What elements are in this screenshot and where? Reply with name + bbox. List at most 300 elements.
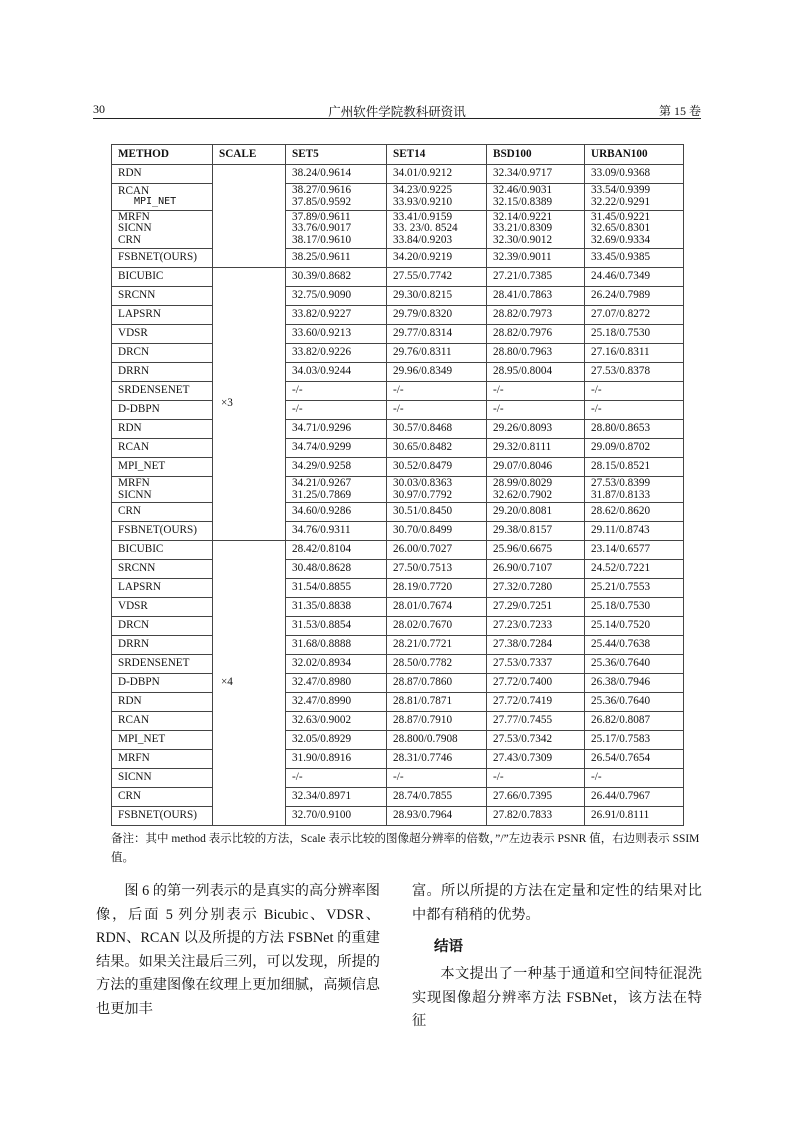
value-cell <box>387 807 487 826</box>
method-cell <box>112 636 213 655</box>
page-header <box>93 100 701 120</box>
cell-line: 25.36/0.7640 <box>591 657 651 670</box>
cell-line: 27.43/0.7309 <box>493 752 553 765</box>
cell-line: 31.25/0.7869 <box>292 488 352 501</box>
cell-line: 29.20/0.8081 <box>493 505 553 518</box>
cell-line: 25.14/0.7520 <box>591 619 651 632</box>
cell-line: CRN <box>118 234 142 246</box>
value-cell <box>585 457 684 476</box>
cell-line: 33.41/0.9159 <box>393 210 453 223</box>
cell-line: 34.21/0.9267 <box>292 476 352 489</box>
cell-line: SICNN <box>118 222 152 235</box>
value-cell <box>387 438 487 457</box>
value-cell <box>585 807 684 826</box>
cell-line: 24.46/0.7349 <box>591 269 651 282</box>
cell-line: MRFN <box>118 476 150 489</box>
value-cell <box>286 267 387 286</box>
cell-line: 33.76/0.9017 <box>292 222 352 235</box>
value-cell <box>487 362 585 381</box>
method-cell <box>112 286 213 305</box>
table-row <box>112 636 684 655</box>
cell-line: 28.82/0.7973 <box>493 307 553 320</box>
journal-title: 广州软件学院教科研资讯 <box>328 105 466 119</box>
cell-line: 30.03/0.8363 <box>393 476 453 489</box>
cell-line: 25.36/0.7640 <box>591 695 651 708</box>
cell-line: LAPSRN <box>118 581 161 594</box>
cell-line: -/- <box>292 771 303 784</box>
method-cell <box>112 457 213 476</box>
cell-line: 34.60/0.9286 <box>292 505 352 518</box>
value-cell <box>487 617 585 636</box>
paragraph: 图 6 的第一列表示的是真实的高分辨率图像，后面 5 列分别表示 Bicubic、VDSR、RDN、RCAN 以及所提的方法 FSBNet 的重建结果。如果关注最后三列，可以发现，所提的方法的重建图像在纹理上更加细腻，高频信息也更加丰 <box>96 883 380 1017</box>
cell-line: 32.15/0.8389 <box>493 195 553 208</box>
column-header: SET5 <box>286 145 387 165</box>
cell-line: 27.66/0.7395 <box>493 790 553 803</box>
table-row <box>112 286 684 305</box>
value-cell <box>487 712 585 731</box>
value-cell <box>487 693 585 712</box>
value-cell <box>387 457 487 476</box>
cell-line: 30.65/0.8482 <box>393 440 453 453</box>
value-cell <box>585 503 684 522</box>
value-cell <box>487 210 585 248</box>
method-cell <box>112 248 213 267</box>
value-cell <box>286 184 387 211</box>
value-cell <box>487 267 585 286</box>
value-cell <box>286 788 387 807</box>
cell-line: DRRN <box>118 638 150 651</box>
cell-line: FSBNET(OURS) <box>118 250 197 263</box>
table-row <box>112 693 684 712</box>
cell-line: BICUBIC <box>118 543 164 556</box>
value-cell <box>286 503 387 522</box>
cell-line: 30.48/0.8628 <box>292 562 352 575</box>
table-row <box>112 400 684 419</box>
cell-line: D-DBPN <box>118 402 160 415</box>
cell-line: 28.82/0.7976 <box>493 326 553 339</box>
cell-line: 33.82/0.9227 <box>292 307 352 320</box>
cell-line: 28.21/0.7721 <box>393 638 453 651</box>
table-row <box>112 210 684 248</box>
table-row <box>112 362 684 381</box>
cell-line: 23.14/0.6577 <box>591 543 651 556</box>
cell-line: 33.09/0.9368 <box>591 167 651 180</box>
method-cell <box>112 541 213 560</box>
cell-line: 28.42/0.8104 <box>292 543 352 556</box>
method-cell <box>112 184 213 211</box>
cell-line: 27.72/0.7419 <box>493 695 553 708</box>
value-cell <box>286 286 387 305</box>
value-cell <box>487 655 585 674</box>
cell-line: BICUBIC <box>118 269 164 282</box>
cell-line: 26.24/0.7989 <box>591 288 651 301</box>
cell-line: MRFN <box>118 752 150 765</box>
value-cell <box>487 750 585 769</box>
cell-line: -/- <box>591 383 602 396</box>
cell-line: 27.53/0.7337 <box>493 657 553 670</box>
cell-line: -/- <box>493 771 504 784</box>
method-cell <box>112 750 213 769</box>
cell-line: 34.74/0.9299 <box>292 440 352 453</box>
value-cell <box>286 324 387 343</box>
method-cell <box>112 343 213 362</box>
cell-line: DRCN <box>118 345 150 358</box>
cell-line: 28.81/0.7871 <box>393 695 453 708</box>
cell-line: 28.99/0.8029 <box>493 476 553 489</box>
table-row <box>112 165 684 184</box>
paragraph: 富。所以所提的方法在定量和定性的结果对比中都有稍稍的优势。 <box>412 883 702 923</box>
cell-line: 27.07/0.8272 <box>591 307 651 320</box>
cell-line: 38.17/0.9610 <box>292 234 352 246</box>
cell-line: 34.29/0.9258 <box>292 459 352 472</box>
method-cell <box>112 655 213 674</box>
value-cell <box>387 476 487 503</box>
value-cell <box>387 343 487 362</box>
cell-line: 33. 23/0. 8524 <box>393 222 458 235</box>
cell-line: 29.77/0.8314 <box>393 326 453 339</box>
value-cell <box>286 248 387 267</box>
cell-line: 27.16/0.8311 <box>591 345 650 358</box>
cell-line: 32.34/0.9717 <box>493 167 553 180</box>
value-cell <box>387 674 487 693</box>
cell-line: 26.44/0.7967 <box>591 790 651 803</box>
value-cell <box>487 560 585 579</box>
table-header-row <box>112 145 684 165</box>
table-row <box>112 248 684 267</box>
cell-line: 31.53/0.8854 <box>292 619 352 632</box>
cell-line: 29.96/0.8349 <box>393 364 453 377</box>
table-row <box>112 655 684 674</box>
cell-line: 30.97/0.7792 <box>393 488 453 501</box>
method-cell <box>112 579 213 598</box>
method-cell <box>112 381 213 400</box>
value-cell <box>286 381 387 400</box>
cell-line: 27.29/0.7251 <box>493 600 553 613</box>
value-cell <box>487 636 585 655</box>
value-cell <box>487 324 585 343</box>
cell-line: 25.17/0.7583 <box>591 733 651 746</box>
cell-line: 26.38/0.7946 <box>591 676 651 689</box>
value-cell <box>487 438 585 457</box>
cell-line: 31.35/0.8838 <box>292 600 352 613</box>
value-cell <box>487 731 585 750</box>
value-cell <box>487 400 585 419</box>
scale-cell: ×4 <box>213 541 286 826</box>
value-cell <box>387 400 487 419</box>
value-cell <box>387 636 487 655</box>
value-cell <box>387 579 487 598</box>
cell-line: 33.82/0.9226 <box>292 345 352 358</box>
value-cell <box>585 541 684 560</box>
cell-line: -/- <box>591 771 602 784</box>
method-cell <box>112 476 213 503</box>
value-cell <box>286 807 387 826</box>
method-cell <box>112 522 213 541</box>
value-cell <box>286 769 387 788</box>
cell-line: 32.70/0.9100 <box>292 809 352 822</box>
cell-line: D-DBPN <box>118 676 160 689</box>
cell-line: 27.50/0.7513 <box>393 562 453 575</box>
value-cell <box>585 165 684 184</box>
method-cell <box>112 267 213 286</box>
cell-line: 28.87/0.7910 <box>393 714 453 727</box>
value-cell <box>585 769 684 788</box>
value-cell <box>387 165 487 184</box>
method-cell <box>112 731 213 750</box>
cell-line: 34.20/0.9219 <box>393 250 453 263</box>
cell-line: 30.39/0.8682 <box>292 269 352 282</box>
cell-line: VDSR <box>118 600 148 613</box>
cell-line: 37.85/0.9592 <box>292 195 352 208</box>
cell-line: 26.90/0.7107 <box>493 562 553 575</box>
cell-line: 28.74/0.7855 <box>393 790 453 803</box>
cell-line: 25.18/0.7530 <box>591 600 651 613</box>
value-cell <box>585 636 684 655</box>
cell-line: 27.55/0.7742 <box>393 269 453 282</box>
cell-line: 33.45/0.9385 <box>591 250 651 263</box>
method-cell <box>112 598 213 617</box>
value-cell <box>387 381 487 400</box>
cell-line: SICNN <box>118 771 152 784</box>
table-row <box>112 598 684 617</box>
cell-line: 34.03/0.9244 <box>292 364 352 377</box>
value-cell <box>387 769 487 788</box>
value-cell <box>585 400 684 419</box>
cell-line: 29.09/0.8702 <box>591 440 651 453</box>
cell-line: 31.45/0.9221 <box>591 210 651 223</box>
cell-line: 32.14/0.9221 <box>493 210 553 223</box>
column-header: SCALE <box>213 145 286 165</box>
cell-line: 31.54/0.8855 <box>292 581 352 594</box>
value-cell <box>487 419 585 438</box>
value-cell <box>585 210 684 248</box>
cell-line: VDSR <box>118 326 148 339</box>
cell-line: DRRN <box>118 364 150 377</box>
cell-line: 28.41/0.7863 <box>493 288 553 301</box>
cell-line: RCAN <box>118 440 150 453</box>
table-row <box>112 305 684 324</box>
cell-line: RCAN <box>118 714 150 727</box>
table-row <box>112 419 684 438</box>
cell-line: 33.84/0.9203 <box>393 234 453 246</box>
cell-line: -/- <box>393 383 404 396</box>
method-cell <box>112 419 213 438</box>
table-note: 备注：其中 method 表示比较的方法，Scale 表示比较的图像超分辨率的倍数，”/”左边表示 PSNR 值，右边则表示 SSIM 值。 <box>111 833 700 864</box>
value-cell <box>487 522 585 541</box>
table-row <box>112 503 684 522</box>
table-row <box>112 381 684 400</box>
value-cell <box>286 598 387 617</box>
value-cell <box>585 343 684 362</box>
method-cell <box>112 324 213 343</box>
value-cell <box>286 476 387 503</box>
value-cell <box>585 579 684 598</box>
cell-line: 31.90/0.8916 <box>292 752 352 765</box>
value-cell <box>585 731 684 750</box>
cell-line: MRFN <box>118 210 150 223</box>
cell-line: 32.46/0.9031 <box>493 184 553 196</box>
value-cell <box>487 476 585 503</box>
cell-line: CRN <box>118 505 142 518</box>
method-cell <box>112 362 213 381</box>
cell-line: 25.44/0.7638 <box>591 638 651 651</box>
value-cell <box>387 267 487 286</box>
method-cell <box>112 400 213 419</box>
cell-line: 27.77/0.7455 <box>493 714 553 727</box>
cell-line: 32.69/0.9334 <box>591 234 651 246</box>
value-cell <box>487 381 585 400</box>
method-cell <box>112 693 213 712</box>
value-cell <box>487 541 585 560</box>
value-cell <box>387 362 487 381</box>
cell-line: 30.70/0.8499 <box>393 524 453 537</box>
cell-line: 32.47/0.8990 <box>292 695 352 708</box>
cell-line: 29.07/0.8046 <box>493 459 553 472</box>
cell-line: -/- <box>493 383 504 396</box>
cell-line: 28.95/0.8004 <box>493 364 553 377</box>
value-cell <box>286 522 387 541</box>
table-row <box>112 324 684 343</box>
value-cell <box>585 305 684 324</box>
value-cell <box>487 598 585 617</box>
value-cell <box>585 788 684 807</box>
value-cell <box>585 324 684 343</box>
results-table <box>111 144 684 826</box>
cell-line: 30.52/0.8479 <box>393 459 453 472</box>
cell-line: 29.11/0.8743 <box>591 524 650 537</box>
cell-line: 29.79/0.8320 <box>393 307 453 320</box>
value-cell <box>387 248 487 267</box>
value-cell <box>487 503 585 522</box>
cell-line: SRCNN <box>118 562 156 575</box>
cell-line: 33.21/0.8309 <box>493 222 553 235</box>
value-cell <box>585 267 684 286</box>
cell-line: -/- <box>591 402 602 415</box>
value-cell <box>487 788 585 807</box>
value-cell <box>286 731 387 750</box>
value-cell <box>286 400 387 419</box>
value-cell <box>387 750 487 769</box>
value-cell <box>487 165 585 184</box>
value-cell <box>286 636 387 655</box>
cell-line: 33.54/0.9399 <box>591 184 651 196</box>
cell-line: -/- <box>292 402 303 415</box>
cell-line: 34.01/0.9212 <box>393 167 453 180</box>
cell-line: SRDENSENET <box>118 657 190 670</box>
value-cell <box>286 712 387 731</box>
cell-line: RCAN <box>118 184 150 197</box>
cell-line: 27.23/0.7233 <box>493 619 553 632</box>
value-cell <box>585 598 684 617</box>
cell-line: 27.53/0.7342 <box>493 733 553 746</box>
cell-line: 38.27/0.9616 <box>292 184 352 196</box>
cell-line: 25.18/0.7530 <box>591 326 651 339</box>
cell-line: 24.52/0.7221 <box>591 562 651 575</box>
method-cell <box>112 769 213 788</box>
value-cell <box>487 184 585 211</box>
value-cell <box>585 560 684 579</box>
value-cell <box>487 457 585 476</box>
cell-line: 32.62/0.7902 <box>493 488 553 501</box>
cell-line: 32.02/0.8934 <box>292 657 352 670</box>
value-cell <box>585 381 684 400</box>
cell-line: 34.71/0.9296 <box>292 421 352 434</box>
cell-line: 26.00/0.7027 <box>393 543 453 556</box>
value-cell <box>387 598 487 617</box>
value-cell <box>286 419 387 438</box>
table-row <box>112 750 684 769</box>
scale-cell <box>213 165 286 268</box>
value-cell <box>286 362 387 381</box>
value-cell <box>286 674 387 693</box>
cell-line: 29.26/0.8093 <box>493 421 553 434</box>
table-row <box>112 267 684 286</box>
cell-line: CRN <box>118 790 142 803</box>
cell-line: 28.80/0.7963 <box>493 345 553 358</box>
value-cell <box>487 769 585 788</box>
cell-line: FSBNET(OURS) <box>118 809 197 822</box>
table-row <box>112 522 684 541</box>
table-row <box>112 457 684 476</box>
value-cell <box>585 419 684 438</box>
value-cell <box>387 788 487 807</box>
table-row <box>112 541 684 560</box>
table-row <box>112 560 684 579</box>
value-cell <box>585 476 684 503</box>
value-cell <box>387 503 487 522</box>
value-cell <box>387 419 487 438</box>
page-number: 30 <box>93 102 105 116</box>
volume-label: 第 15 卷 <box>658 104 701 118</box>
cell-line: 34.76/0.9311 <box>292 524 351 537</box>
cell-line: 26.54/0.7654 <box>591 752 651 765</box>
table-row <box>112 579 684 598</box>
cell-line: 32.39/0.9011 <box>493 250 552 263</box>
cell-line: 32.47/0.8980 <box>292 676 352 689</box>
cell-line: 34.23/0.9225 <box>393 184 453 196</box>
value-cell <box>286 693 387 712</box>
cell-line: 30.57/0.8468 <box>393 421 453 434</box>
cell-line: 28.93/0.7964 <box>393 809 453 822</box>
scale-cell: ×3 <box>213 267 286 541</box>
value-cell <box>286 165 387 184</box>
value-cell <box>585 286 684 305</box>
value-cell <box>585 248 684 267</box>
value-cell <box>487 807 585 826</box>
method-cell <box>112 807 213 826</box>
value-cell <box>286 617 387 636</box>
value-cell <box>487 674 585 693</box>
table-row <box>112 617 684 636</box>
cell-line: 26.82/0.8087 <box>591 714 651 727</box>
cell-line: 31.87/0.8133 <box>591 488 651 501</box>
column-header: BSD100 <box>487 145 585 165</box>
cell-line: 30.51/0.8450 <box>393 505 453 518</box>
cell-line: 32.63/0.9002 <box>292 714 352 727</box>
table-row <box>112 184 684 211</box>
cell-line: 28.02/0.7670 <box>393 619 453 632</box>
method-cell <box>112 210 213 248</box>
cell-line: 28.87/0.7860 <box>393 676 453 689</box>
cell-line: 27.32/0.7280 <box>493 581 553 594</box>
value-cell <box>585 693 684 712</box>
value-cell <box>487 248 585 267</box>
cell-line: 32.30/0.9012 <box>493 234 553 246</box>
column-header: SET14 <box>387 145 487 165</box>
cell-line: 32.65/0.8301 <box>591 222 651 235</box>
table-row <box>112 769 684 788</box>
method-cell <box>112 305 213 324</box>
